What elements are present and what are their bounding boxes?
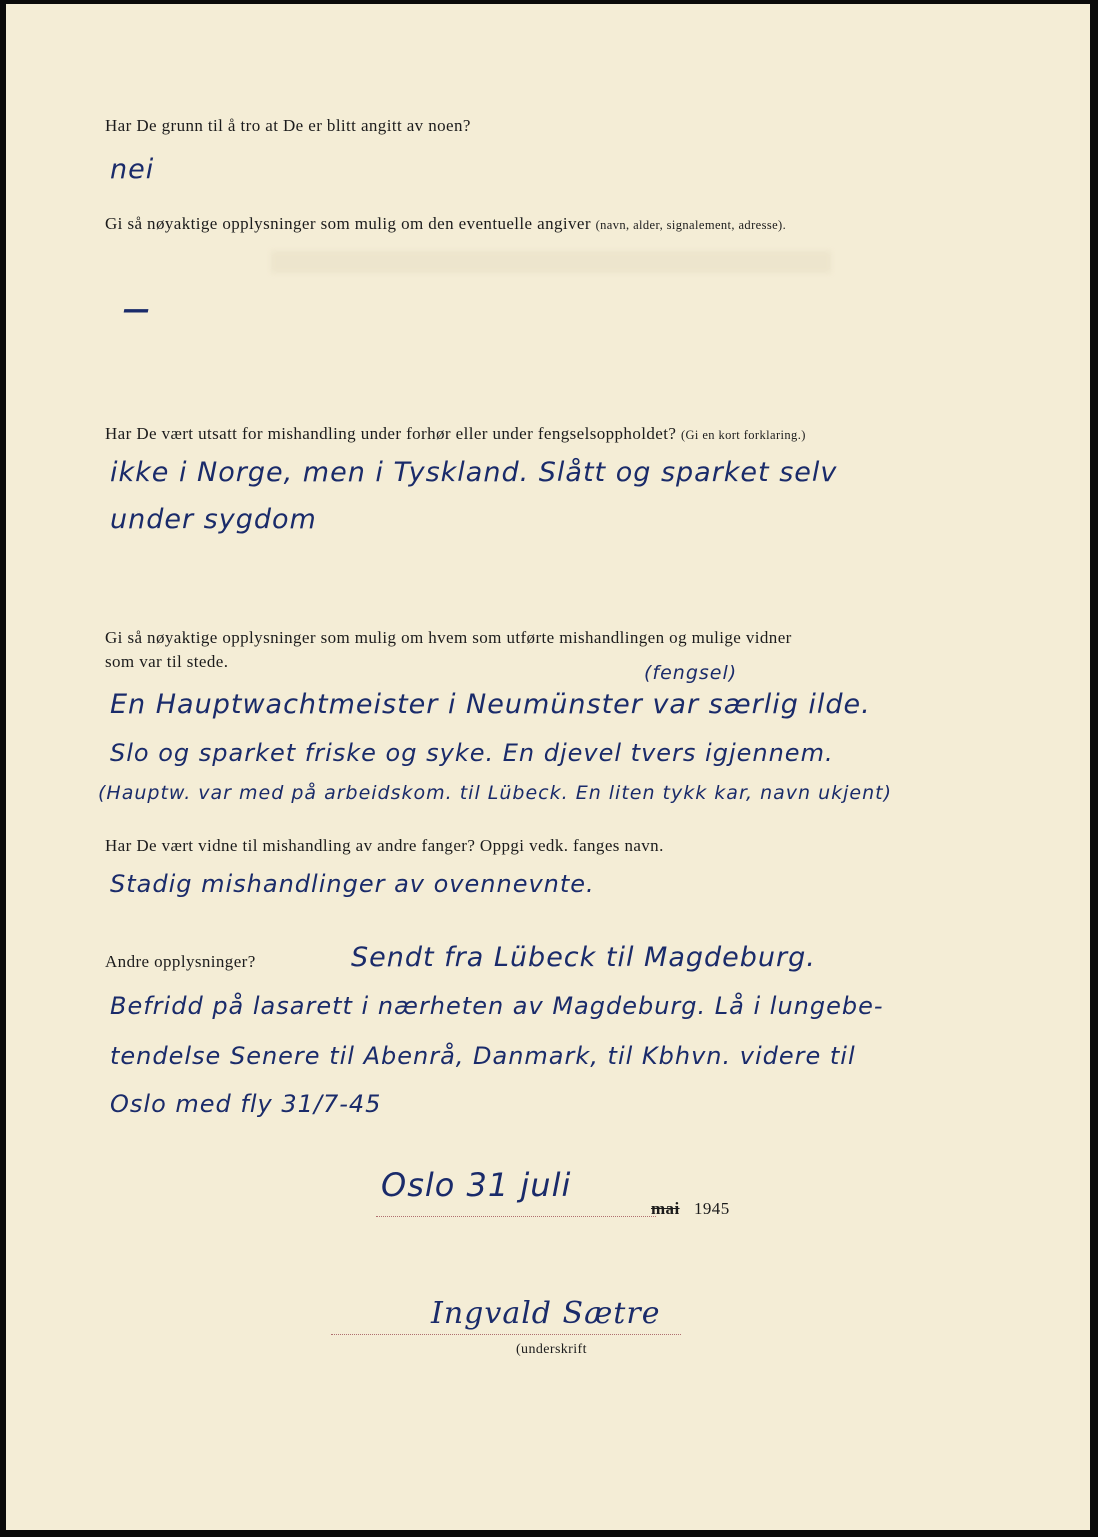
answer-mishandling-line1: ikke i Norge, men i Tyskland. Slått og sparket selv xyxy=(110,457,838,488)
question-angiver xyxy=(105,214,786,234)
question-angiver-note: (navn, alder, signalement, adresse). xyxy=(595,218,787,232)
signature-label: (underskrift xyxy=(516,1342,587,1357)
question-angiver-main: Gi så nøyaktige opplysninger som mulig om den eventuelle angiver xyxy=(105,214,591,233)
question-mishandling-main: Har De vært utsatt for mishandling under forhør eller under fengselsoppholdet? xyxy=(105,424,677,443)
answer-utforte-line2: Slo og sparket friske og syke. En djevel tvers igjennem. xyxy=(110,739,834,767)
question-utforte-line2: som var til stede. xyxy=(105,652,229,671)
question-andre: Andre opplysninger? xyxy=(105,952,256,971)
answer-angiver: — xyxy=(123,294,151,325)
answer-andre-line2: Befridd på lasarett i nærheten av Magdeburg. Lå i lungebe- xyxy=(110,992,884,1020)
signature-line xyxy=(331,1334,681,1335)
year: 1945 xyxy=(694,1199,730,1218)
document-page xyxy=(6,4,1090,1530)
place-date-handwritten: Oslo 31 juli xyxy=(381,1166,572,1204)
bleed-through-heading xyxy=(271,251,831,273)
answer-andre-line3: tendelse Senere til Abenrå, Danmark, til Kbhvn. videre til xyxy=(110,1042,856,1070)
signature: Ingvald Sætre xyxy=(431,1296,661,1331)
question-mishandling xyxy=(105,424,806,444)
answer-angitt: nei xyxy=(110,154,155,185)
answer-utforte-line3: (Hauptw. var med på arbeidskom. til Lübeck. En liten tykk kar, navn ukjent) xyxy=(98,782,893,804)
answer-utforte-insert: (fengsel) xyxy=(644,662,738,684)
question-utforte-line1: Gi så nøyaktige opplysninger som mulig om hvem som utførte mishandlingen og mulige vidner xyxy=(105,628,792,647)
answer-andre-line1: Sendt fra Lübeck til Magdeburg. xyxy=(351,942,816,973)
place-date-line xyxy=(376,1216,656,1217)
answer-vidne: Stadig mishandlinger av ovennevnte. xyxy=(110,870,595,898)
question-vidne: Har De vært vidne til mishandling av andre fanger? Oppgi vedk. fanges navn. xyxy=(105,836,664,855)
answer-mishandling-line2: under sygdom xyxy=(110,504,317,535)
question-mishandling-note: (Gi en kort forklaring.) xyxy=(680,428,806,442)
answer-utforte-line1: En Hauptwachtmeister i Neumünster var særlig ilde. xyxy=(110,689,871,720)
question-angitt: Har De grunn til å tro at De er blitt angitt av noen? xyxy=(105,116,471,135)
answer-andre-line4: Oslo med fly 31/7-45 xyxy=(110,1090,382,1118)
struck-month: mai xyxy=(651,1199,680,1218)
